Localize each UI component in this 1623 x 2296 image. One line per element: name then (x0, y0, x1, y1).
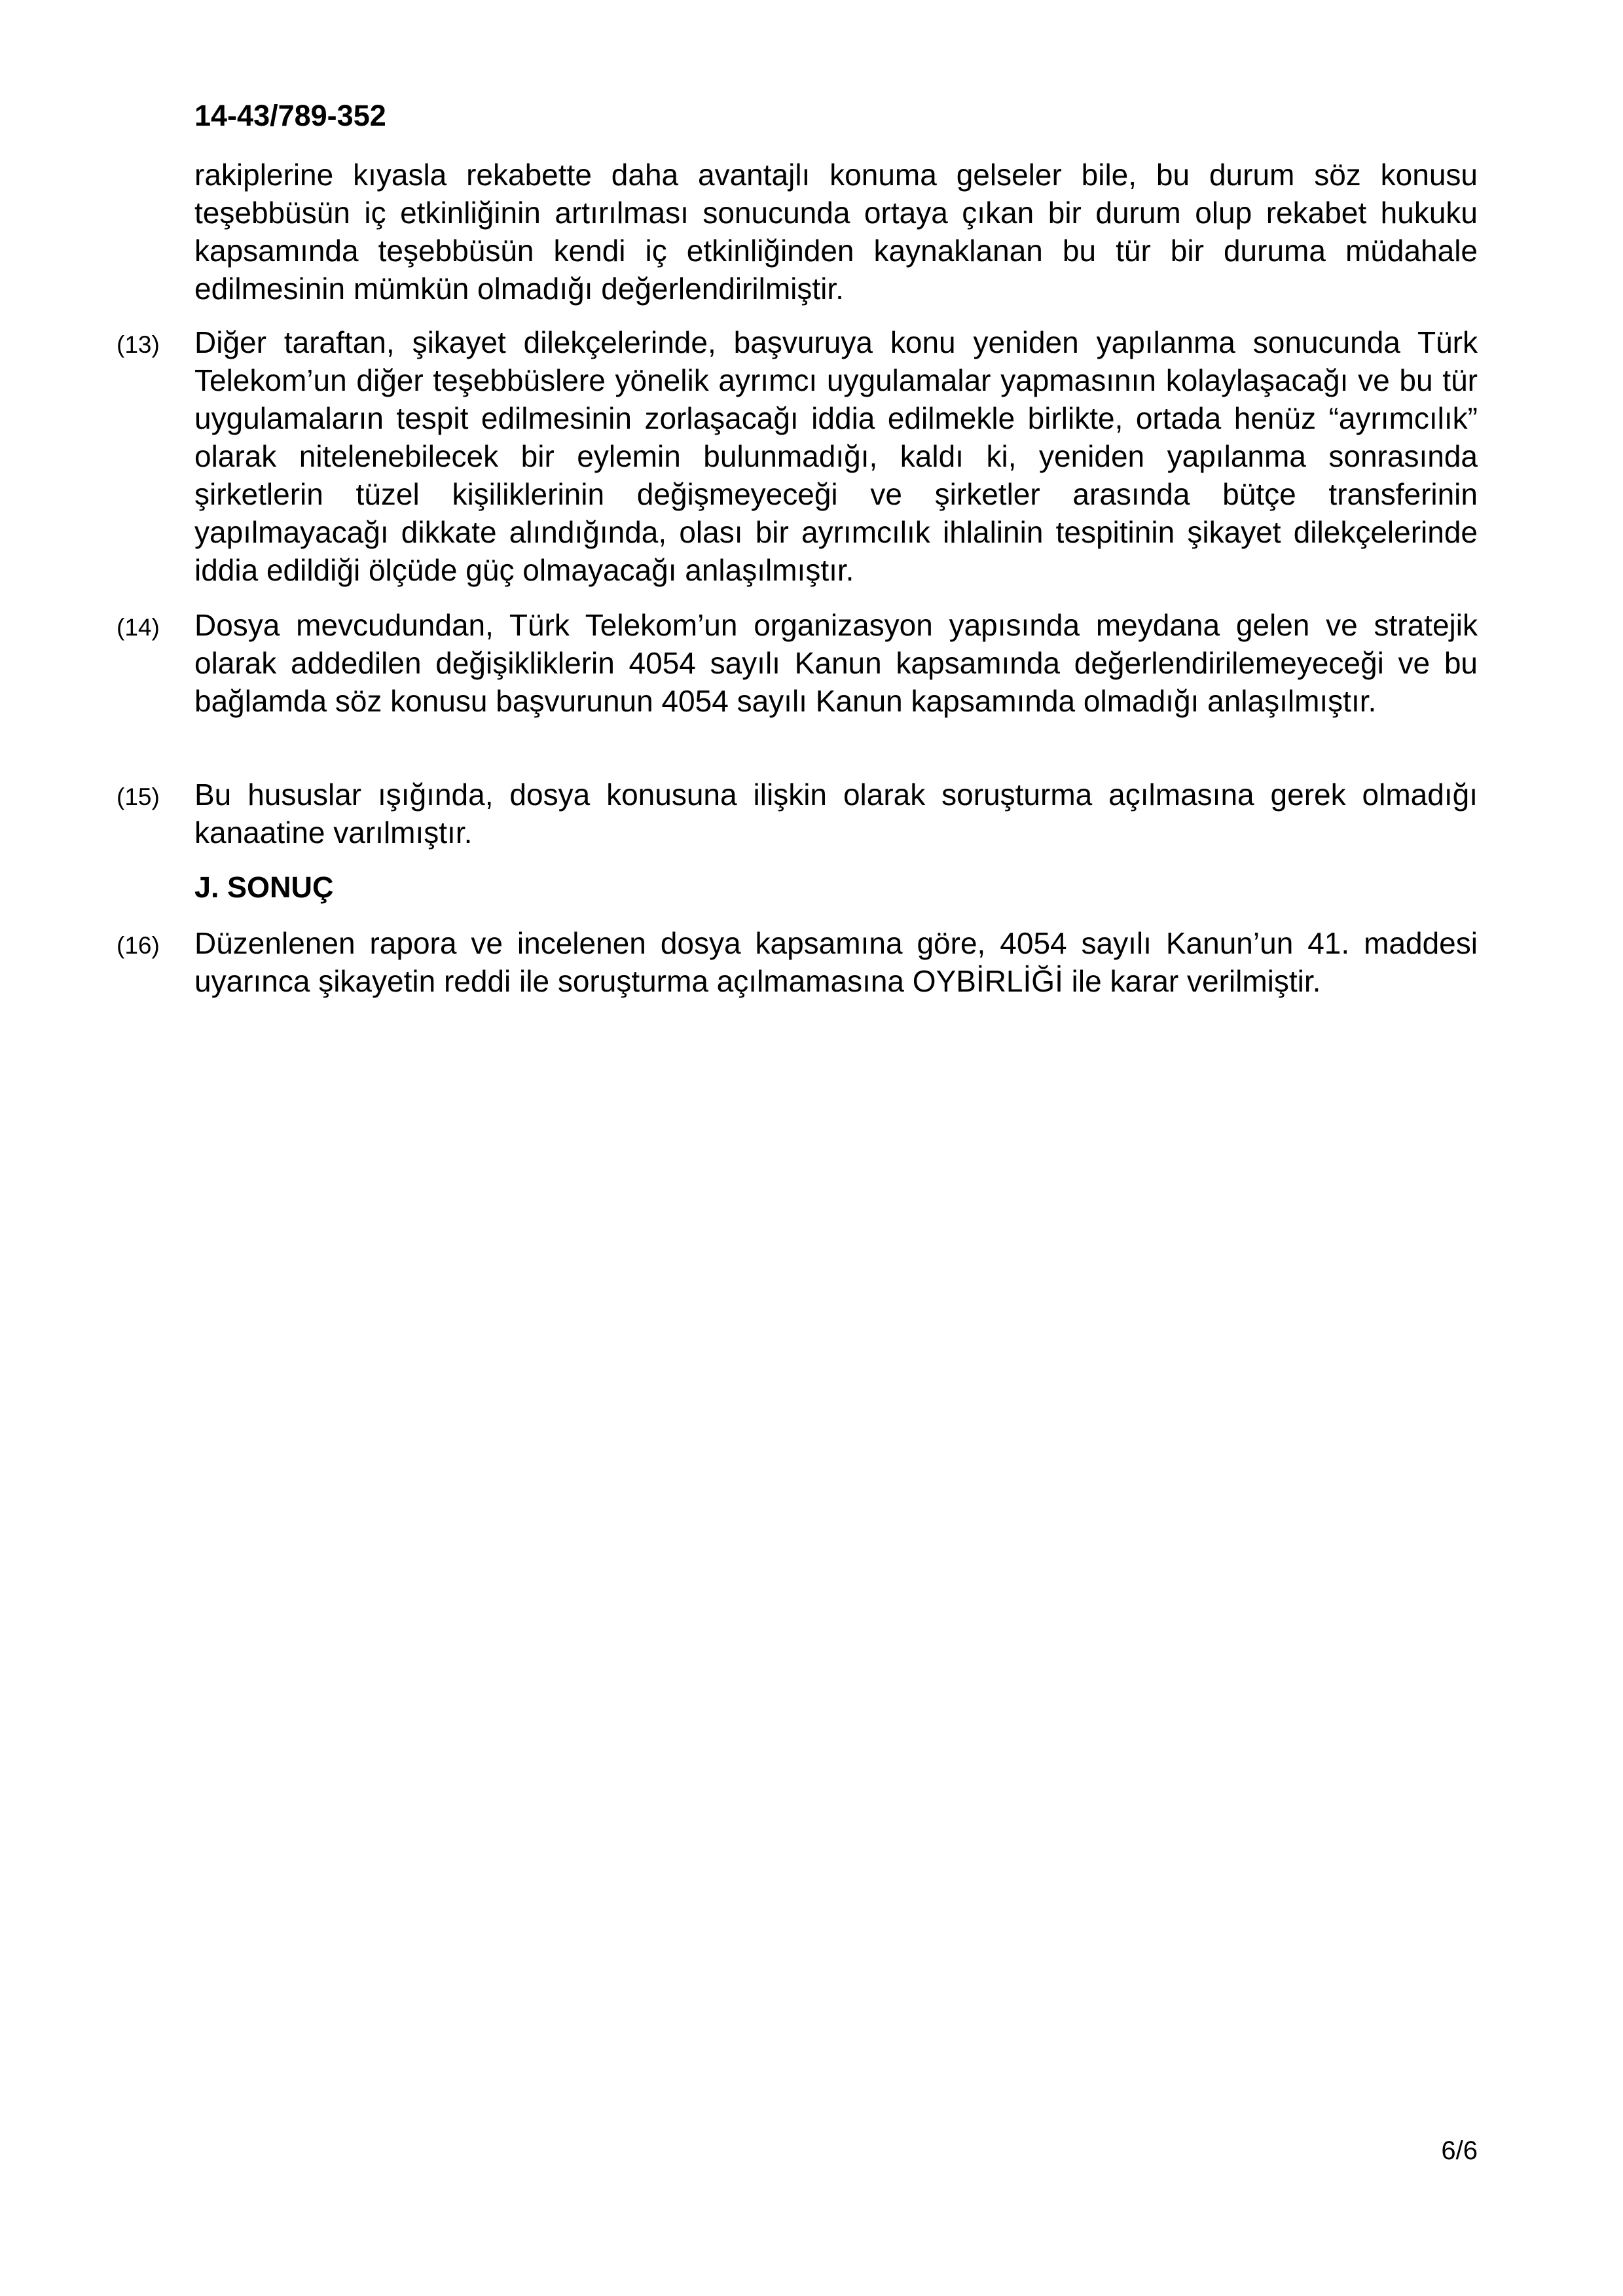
paragraph-number-16: (16) (117, 932, 160, 959)
paragraph-14: Dosya mevcudundan, Türk Telekom’un organizasyon yapısında meydana gelen ve stratejik olarak addedilen değişikliklerin 4054 sayılı Kanun kapsamında değerlendirilemeyeceği ve bu bağlamda söz konusu başvurunun 4054 sayılı Kanun kapsamında olmadığı anlaşılmıştır. (194, 608, 1478, 718)
paragraph-number-15: (15) (117, 783, 160, 810)
page-number: 6/6 (1441, 2136, 1478, 2165)
paragraph-continuation: rakiplerine kıyasla rekabette daha avantajlı konuma gelseler bile, bu durum söz konusu teşebbüsün iç etkinliğinin artırılması sonucunda ortaya çıkan bir durum olup rekabet hukuku kapsamında teşebbüsün kendi iç etkinliğinden kaynaklanan bu tür bir duruma müdahale edilmesinin mümkün olmadığı değerlendirilmiştir. (194, 158, 1478, 306)
paragraph-15: Bu hususlar ışığında, dosya konusuna ilişkin olarak soruşturma açılmasına gerek olmadığı kanaatine varılmıştır. (194, 778, 1478, 850)
section-heading: J. SONUÇ (194, 870, 334, 904)
paragraph-13: Diğer taraftan, şikayet dilekçelerinde, başvuruya konu yeniden yapılanma sonucunda Türk Telekom’un diğer teşebbüslere yönelik ayrımcı uygulamalar yapmasının kolaylaşacağı ve bu tür uygulamaların tespit edilmesinin zorlaşacağı iddia edilmekle birlikte, ortada henüz “ayrımcılık” olarak nitelenebilecek bir eylemin bulunmadığı, kaldı ki, yeniden yapılanma sonrasında şirketlerin tüzel kişiliklerinin değişmeyeceği ve şirketler arasında bütçe transferinin yapılmayacağı dikkate alındığında, olası bir ayrımcılık ihlalinin tespitinin şikayet dilekçelerinde iddia edildiği ölçüde güç olmayacağı anlaşılmıştır. (194, 325, 1478, 587)
document-number: 14-43/789-352 (194, 99, 386, 132)
paragraph-number-14: (14) (117, 614, 160, 641)
paragraph-number-13: (13) (117, 331, 160, 358)
paragraph-16: Düzenlenen rapora ve incelenen dosya kapsamına göre, 4054 sayılı Kanun’un 41. maddesi uyarınca şikayetin reddi ile soruşturma açılmamasına OYBİRLİĞİ ile karar verilmiştir. (194, 926, 1478, 998)
